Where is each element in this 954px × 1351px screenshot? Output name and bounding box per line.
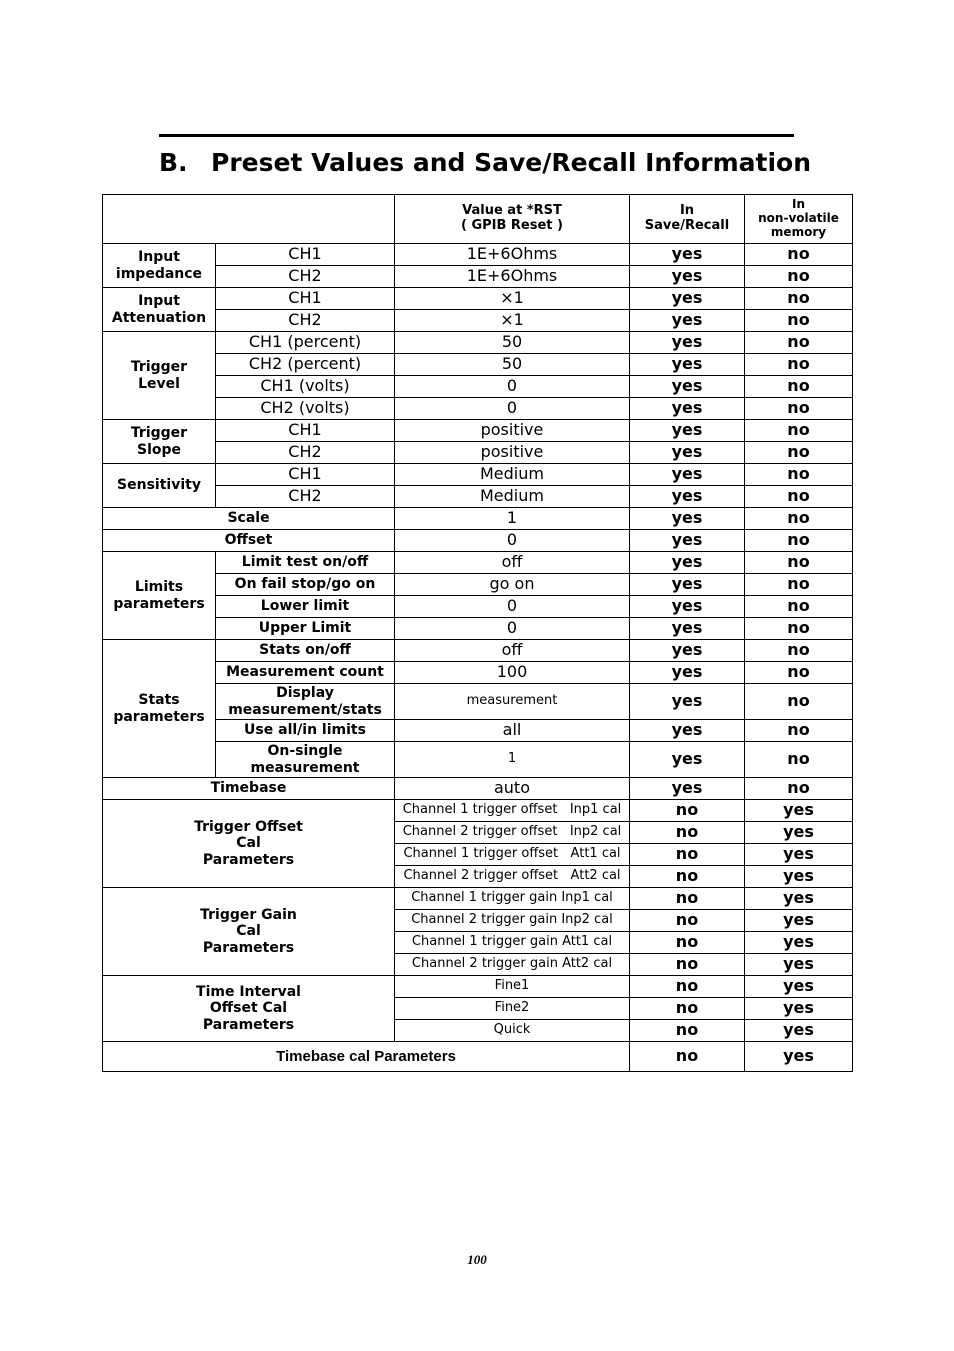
non-volatile-value: no — [745, 376, 853, 398]
section-letter: B. — [159, 148, 188, 177]
rst-value: Fine2 — [395, 998, 630, 1020]
non-volatile-value: no — [745, 778, 853, 800]
rst-value: Channel 1 trigger offset Att1 cal — [395, 844, 630, 866]
row-label: CH1 (percent) — [216, 332, 395, 354]
rst-value: Channel 1 trigger gain Att1 cal — [395, 932, 630, 954]
row-label: CH1 (volts) — [216, 376, 395, 398]
rst-value: measurement — [395, 684, 630, 720]
save-recall-value: yes — [630, 376, 745, 398]
table-row — [103, 778, 853, 800]
non-volatile-value: no — [745, 596, 853, 618]
table-row — [103, 398, 853, 420]
table-row — [103, 976, 853, 998]
save-recall-value: yes — [630, 266, 745, 288]
save-recall-value: no — [630, 954, 745, 976]
row-label: CH1 — [216, 244, 395, 266]
non-volatile-value: yes — [745, 998, 853, 1020]
non-volatile-value: yes — [745, 932, 853, 954]
rst-value: positive — [395, 420, 630, 442]
table-row — [103, 596, 853, 618]
header-row — [103, 195, 853, 244]
rst-value: ×1 — [395, 310, 630, 332]
group-label-input-attenuation: Input Attenuation — [103, 288, 216, 332]
row-label: Use all/in limits — [216, 720, 395, 742]
non-volatile-value: no — [745, 552, 853, 574]
non-volatile-value: no — [745, 244, 853, 266]
save-recall-value: no — [630, 888, 745, 910]
rst-value: 1E+6Ohms — [395, 244, 630, 266]
save-recall-value: no — [630, 866, 745, 888]
non-volatile-value: no — [745, 640, 853, 662]
row-label-timebase-cal: Timebase cal Parameters — [103, 1042, 630, 1072]
top-rule — [159, 134, 794, 137]
group-label-time-interval-cal: Time Interval Offset Cal Parameters — [103, 976, 395, 1042]
rst-value: auto — [395, 778, 630, 800]
table-row — [103, 742, 853, 778]
table-row — [103, 464, 853, 486]
group-label-trigger-gain-cal: Trigger Gain Cal Parameters — [103, 888, 395, 976]
row-label: Measurement count — [216, 662, 395, 684]
save-recall-value: no — [630, 998, 745, 1020]
non-volatile-value: no — [745, 398, 853, 420]
group-label-stats: Stats parameters — [103, 640, 216, 778]
row-label: Lower limit — [216, 596, 395, 618]
group-label-trigger-level: Trigger Level — [103, 332, 216, 420]
non-volatile-value: no — [745, 684, 853, 720]
row-label-scale: Scale — [103, 508, 395, 530]
rst-value: off — [395, 640, 630, 662]
non-volatile-value: yes — [745, 910, 853, 932]
table-row — [103, 662, 853, 684]
row-label: CH1 — [216, 420, 395, 442]
table-row — [103, 244, 853, 266]
rst-value: 1 — [395, 742, 630, 778]
group-label-sensitivity: Sensitivity — [103, 464, 216, 508]
save-recall-value: no — [630, 800, 745, 822]
non-volatile-value: no — [745, 266, 853, 288]
row-label: On-single measurement — [216, 742, 395, 778]
table-row — [103, 800, 853, 822]
non-volatile-value: no — [745, 618, 853, 640]
rst-value: Medium — [395, 464, 630, 486]
table-row — [103, 552, 853, 574]
rst-value: 0 — [395, 530, 630, 552]
table-row — [103, 684, 853, 720]
save-recall-value: yes — [630, 640, 745, 662]
non-volatile-value: no — [745, 720, 853, 742]
save-recall-value: no — [630, 932, 745, 954]
group-label-input-impedance: Input impedance — [103, 244, 216, 288]
row-label-offset: Offset — [103, 530, 395, 552]
table-row — [103, 266, 853, 288]
save-recall-value: yes — [630, 662, 745, 684]
section-title: Preset Values and Save/Recall Information — [211, 148, 812, 177]
rst-value: 1E+6Ohms — [395, 266, 630, 288]
rst-value: Quick — [395, 1020, 630, 1042]
group-label-limits: Limits parameters — [103, 552, 216, 640]
rst-value: Channel 2 trigger offset Inp2 cal — [395, 822, 630, 844]
preset-values-table — [102, 194, 853, 1072]
rst-value: Channel 1 trigger gain Inp1 cal — [395, 888, 630, 910]
header-rst: Value at *RST ( GPIB Reset ) — [395, 195, 630, 244]
row-label: CH1 — [216, 288, 395, 310]
non-volatile-value: no — [745, 310, 853, 332]
row-label: Limit test on/off — [216, 552, 395, 574]
rst-value: Channel 2 trigger gain Inp2 cal — [395, 910, 630, 932]
save-recall-value: yes — [630, 486, 745, 508]
table-row — [103, 1042, 853, 1072]
save-recall-value: no — [630, 1020, 745, 1042]
save-recall-value: yes — [630, 720, 745, 742]
table-row — [103, 618, 853, 640]
non-volatile-value: yes — [745, 822, 853, 844]
non-volatile-value: yes — [745, 800, 853, 822]
non-volatile-value: no — [745, 464, 853, 486]
rst-value: 0 — [395, 618, 630, 640]
save-recall-value: yes — [630, 464, 745, 486]
non-volatile-value: no — [745, 574, 853, 596]
non-volatile-value: no — [745, 288, 853, 310]
save-recall-value: yes — [630, 310, 745, 332]
row-label: Upper Limit — [216, 618, 395, 640]
group-label-trigger-offset-cal: Trigger Offset Cal Parameters — [103, 800, 395, 888]
non-volatile-value: no — [745, 742, 853, 778]
non-volatile-value: no — [745, 332, 853, 354]
rst-value: 50 — [395, 354, 630, 376]
save-recall-value: yes — [630, 508, 745, 530]
table-row — [103, 332, 853, 354]
table-row — [103, 574, 853, 596]
non-volatile-value: yes — [745, 844, 853, 866]
rst-value: 0 — [395, 596, 630, 618]
save-recall-value: no — [630, 844, 745, 866]
table-row — [103, 420, 853, 442]
non-volatile-value: yes — [745, 976, 853, 998]
row-label: CH2 — [216, 486, 395, 508]
rst-value: 1 — [395, 508, 630, 530]
table-row — [103, 288, 853, 310]
save-recall-value: yes — [630, 244, 745, 266]
save-recall-value: yes — [630, 596, 745, 618]
non-volatile-value: yes — [745, 1042, 853, 1072]
group-label-trigger-slope: Trigger Slope — [103, 420, 216, 464]
save-recall-value: yes — [630, 332, 745, 354]
table-row — [103, 486, 853, 508]
row-label: Display measurement/stats — [216, 684, 395, 720]
rst-value: off — [395, 552, 630, 574]
save-recall-value: yes — [630, 552, 745, 574]
rst-value: 50 — [395, 332, 630, 354]
rst-value: all — [395, 720, 630, 742]
save-recall-value: yes — [630, 618, 745, 640]
table-row — [103, 888, 853, 910]
save-recall-value: yes — [630, 530, 745, 552]
save-recall-value: yes — [630, 778, 745, 800]
row-label-timebase: Timebase — [103, 778, 395, 800]
non-volatile-value: yes — [745, 954, 853, 976]
save-recall-value: no — [630, 976, 745, 998]
table-row — [103, 640, 853, 662]
rst-value: ×1 — [395, 288, 630, 310]
save-recall-value: yes — [630, 420, 745, 442]
non-volatile-value: no — [745, 354, 853, 376]
table-row — [103, 310, 853, 332]
row-label: Stats on/off — [216, 640, 395, 662]
save-recall-value: no — [630, 1042, 745, 1072]
row-label: On fail stop/go on — [216, 574, 395, 596]
rst-value: 0 — [395, 398, 630, 420]
save-recall-value: no — [630, 822, 745, 844]
rst-value: Channel 2 trigger gain Att2 cal — [395, 954, 630, 976]
rst-value: 100 — [395, 662, 630, 684]
save-recall-value: yes — [630, 684, 745, 720]
page-number: 100 — [467, 1252, 487, 1267]
rst-value: positive — [395, 442, 630, 464]
rst-value: 0 — [395, 376, 630, 398]
row-label: CH2 (volts) — [216, 398, 395, 420]
non-volatile-value: yes — [745, 888, 853, 910]
header-blank-cell — [103, 195, 395, 244]
rst-value: Medium — [395, 486, 630, 508]
non-volatile-value: no — [745, 442, 853, 464]
non-volatile-value: yes — [745, 866, 853, 888]
row-label: CH2 — [216, 266, 395, 288]
table-row — [103, 354, 853, 376]
non-volatile-value: no — [745, 662, 853, 684]
non-volatile-value: no — [745, 420, 853, 442]
save-recall-value: yes — [630, 354, 745, 376]
rst-value: Channel 2 trigger offset Att2 cal — [395, 866, 630, 888]
save-recall-value: yes — [630, 742, 745, 778]
save-recall-value: no — [630, 910, 745, 932]
row-label: CH2 — [216, 310, 395, 332]
table-row — [103, 508, 853, 530]
save-recall-value: yes — [630, 442, 745, 464]
table-row — [103, 720, 853, 742]
table-row — [103, 376, 853, 398]
rst-value: Channel 1 trigger offset Inp1 cal — [395, 800, 630, 822]
save-recall-value: yes — [630, 574, 745, 596]
header-save-recall: In Save/Recall — [630, 195, 745, 244]
section-heading — [159, 148, 811, 177]
non-volatile-value: no — [745, 530, 853, 552]
non-volatile-value: yes — [745, 1020, 853, 1042]
row-label: CH2 (percent) — [216, 354, 395, 376]
rst-value: go on — [395, 574, 630, 596]
table-row — [103, 530, 853, 552]
save-recall-value: yes — [630, 288, 745, 310]
table-row — [103, 442, 853, 464]
save-recall-value: yes — [630, 398, 745, 420]
header-non-volatile: In non-volatile memory — [745, 195, 853, 244]
row-label: CH1 — [216, 464, 395, 486]
non-volatile-value: no — [745, 486, 853, 508]
row-label: CH2 — [216, 442, 395, 464]
rst-value: Fine1 — [395, 976, 630, 998]
non-volatile-value: no — [745, 508, 853, 530]
